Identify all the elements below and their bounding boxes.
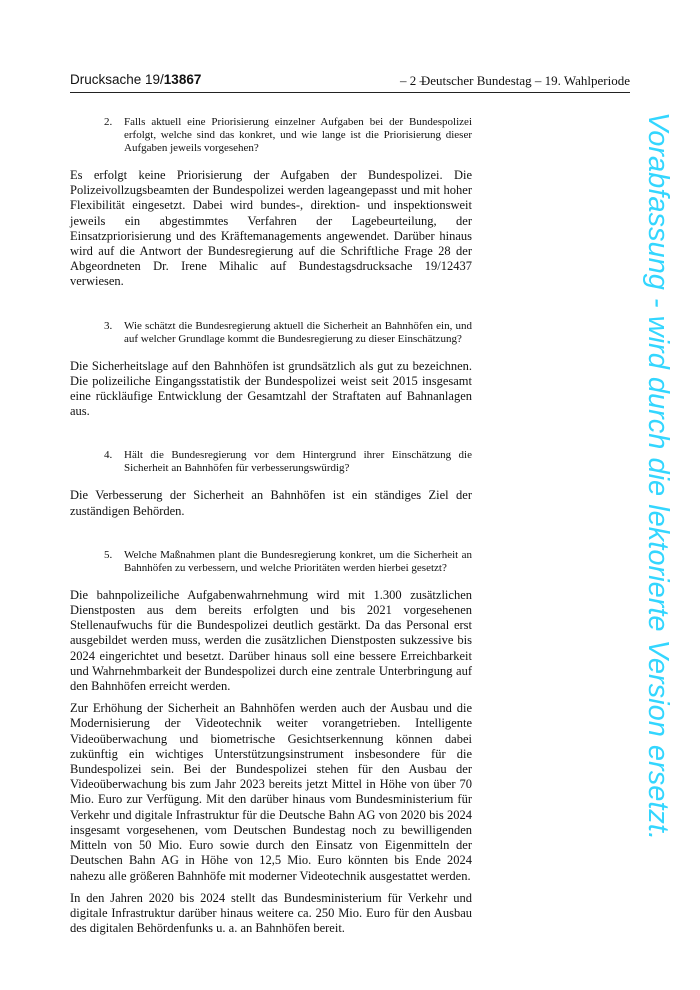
question-number: 4. [104,449,113,462]
question-text: Welche Maßnahmen plant die Bundesregierung konkret, um die Sicherheit an Bahnhöfen zu verbessern, und welche Prioritäten werden hierbei gesetzt? [124,548,472,574]
doc-label: Drucksache 19/ [70,72,164,87]
answer-5-paragraph-1: Die bahnpolizeiliche Aufgabenwahrnehmung wird mit 1.300 zusätzlichen Dienstposten aus dem bereits erfolgten und bis 2021 vorgesehenen Stellenaufwuchs für die Bundespolizei deutlich gestärkt. Da das Personal erst ausgebildet werden muss, werden die zusätzlichen Dienstposten sukzessive bis 2024 eingerichtet und besetzt. Darüber hinaus soll eine bessere Erreichbarkeit und Wahrnehmbarkeit der Bundespolizei durch eine zentrale Unterbringung auf den Bahnhöfen erreicht werden. [70,587,472,694]
main-content [70,116,472,936]
answer-5-paragraph-3: In den Jahren 2020 bis 2024 stellt das Bundesministerium für Verkehr und digitale Infrastruktur darüber hinaus weitere ca. 250 Mio. Euro für den Ausbau des digitalen Behördenfunks u. a. an Bahnhöfen bereit. [70,890,472,936]
question-text: Hält die Bundesregierung vor dem Hintergrund ihrer Einschätzung die Sicherheit an Bahnhöfen für verbesserungswürdig? [124,449,472,475]
watermark-text: Vorabfassung - wird durch die lektorierte Version ersetzt. [642,112,674,841]
page-marker: – 2 – [400,73,426,88]
answer-4: Die Verbesserung der Sicherheit an Bahnhöfen ist ein ständiges Ziel der zuständigen Behörden. [70,488,472,518]
question-text: Wie schätzt die Bundesregierung aktuell die Sicherheit an Bahnhöfen ein, und auf welcher Grundlage kommt die Bundesregierung zu dieser Einschätzung? [124,319,472,345]
question-number: 3. [104,319,113,332]
answer-2: Es erfolgt keine Priorisierung der Aufgaben der Bundespolizei. Die Polizeivollzugsbeamten der Bundespolizei werden lageangepasst und mit hoher Flexibilität eingesetzt. Dabei wird bundes-, direktion- und inspektionsweit jeweils ein abgestimmtes Verfahren der Lagebeurteilung, der Einsatzpriorisierung und des Kräftemanagements angewendet. Darüber hinaus wird auf die Antwort der Bundesregierung auf die Schriftliche Frage 28 der Abgeordneten Dr. Irene Mihalic auf Bundestagsdrucksache 19/12437 verwiesen. [70,168,472,289]
answer-3: Die Sicherheitslage auf den Bahnhöfen ist grundsätzlich als gut zu bezeichnen. Die polizeiliche Eingangsstatistik der Bundespolizei weist seit 2015 insgesamt eine rückläufige Entwicklung der Gesamtzahl der Straftaten auf Bahnanlagen aus. [70,358,472,419]
doc-number: 13867 [163,72,202,87]
question-2 [104,116,472,155]
question-3 [104,319,472,346]
question-4 [104,449,472,475]
document-number [70,72,201,87]
parliament-label: Deutscher Bundestag – 19. Wahlperiode [420,73,630,88]
answer-5-paragraph-2: Zur Erhöhung der Sicherheit an Bahnhöfen werden auch der Ausbau und die Modernisierung der Videotechnik weiter vorangetrieben. Intelligente Videoüberwachung und biometrische Gesichtserkennung können dabei zukünftig ein wichtiges Unterstützungsinstrument insbesondere für die Bundespolizei sein. Bei der Bundespolizei stehen für den Ausbau der Videoüberwachung bis zum Jahr 2023 bereits jetzt Mittel in Höhe von über 70 Mio. Euro zur Verfügung. Mit den darüber hinaus vom Bundesministerium für Verkehr und digitale Infrastruktur für die Deutsche Bahn AG von 2020 bis 2024 insgesamt vorgesehenen, vom Deutschen Bundestag noch zu bewilligenden Mitteln von 50 Mio. Euro sowie durch den Einsatz von Eigenmitteln der Deutschen Bahn AG in Höhe von 12,5 Mio. Euro könnten bis Ende 2024 nahezu alle größeren Bahnhöfe mit moderner Videotechnik ausgestattet werden. [70,701,472,883]
question-number: 5. [104,548,113,561]
question-text: Falls aktuell eine Priorisierung einzelner Aufgaben bei der Bundespolizei erfolgt, welche sind das konkret, und wie lange ist die Priorisierung dieser Aufgaben jeweils vorgesehen? [124,116,472,154]
page-header [70,70,630,93]
question-number: 2. [104,116,113,128]
question-5 [104,548,472,575]
